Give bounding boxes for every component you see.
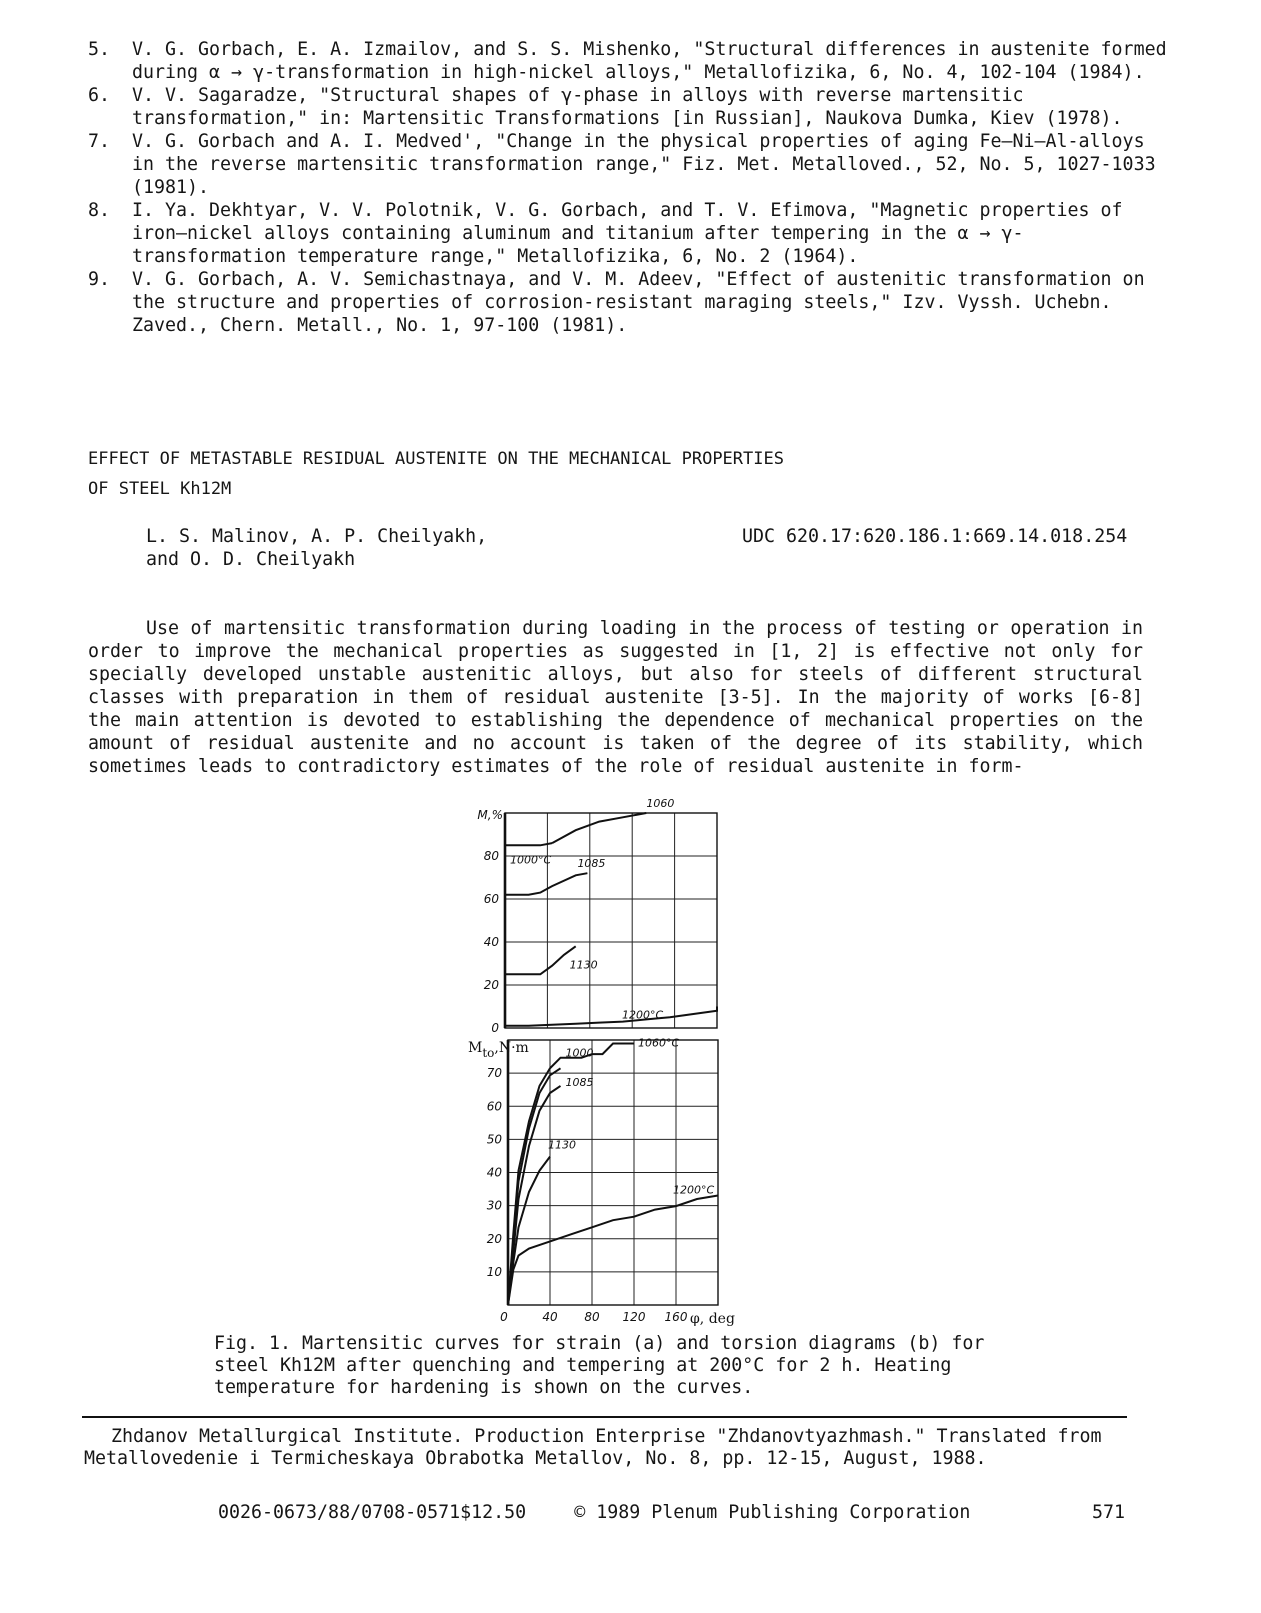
title-line: OF STEEL Kh12M	[88, 479, 232, 499]
y-tick-label: 60	[486, 1099, 502, 1114]
series-label: 1130	[548, 1138, 576, 1152]
y-tick-label: 30	[486, 1198, 502, 1213]
reference-item	[88, 199, 1168, 268]
y-tick-label: 40	[483, 935, 499, 949]
y-tick-label: 0	[491, 1021, 499, 1035]
page-number: 571	[1092, 1502, 1126, 1523]
reference-item	[88, 84, 1168, 130]
reference-text: V. G. Gorbach, A. V. Semichastnaya, and V. M. Adeev, "Effect of austenitic transformation on the structure and properties of corrosion-resistant maraging steels," Izv. Vyssh. Uchebn. Zaved., Chern. Metall., No. 1, 97-100 (1981).	[132, 269, 1145, 336]
reference-text: V. V. Sagaradze, "Structural shapes of γ-phase in alloys with reverse martensitic transformation," in: Martensitic Transformations [in Russian], Naukova Dumka, Kiev (1978).	[132, 85, 1123, 129]
y-tick-label: 20	[483, 978, 499, 992]
series-label: 1000°C	[510, 853, 552, 867]
series-label: 1085	[565, 1075, 594, 1089]
y-tick-label: 10	[486, 1264, 502, 1279]
reference-item	[88, 130, 1168, 199]
y-axis-label-unit: ,N·m	[494, 1040, 529, 1056]
article-title	[88, 444, 784, 504]
footnote-divider	[82, 1416, 1127, 1418]
series-line	[505, 946, 576, 974]
y-tick-label: 80	[483, 849, 499, 863]
y-tick-label: 70	[486, 1066, 502, 1081]
series-label: 1200°C	[622, 1008, 664, 1022]
article-authors	[146, 525, 487, 571]
reference-number: 6.	[88, 85, 111, 106]
reference-text: I. Ya. Dekhtyar, V. V. Polotnik, V. G. Gorbach, and T. V. Efimova, "Magnetic properties of iron—nickel alloys containing aluminum and titanium after tempering in the α → γ-transformation temperature range," Metallofizika, 6, No. 2 (1964).	[132, 200, 1123, 267]
x-tick-label: 160	[664, 1310, 688, 1324]
series-label: 1060	[646, 797, 675, 810]
y-axis-label: M,%	[477, 808, 503, 822]
reference-text: V. G. Gorbach and A. I. Medved', "Change in the physical properties of aging Fe—Ni—Al-alloys in the reverse martensitic transformation range," Fiz. Met. Metalloved., 52, No. 5, 1027-1033 (1981).	[132, 131, 1156, 198]
reference-number: 5.	[88, 39, 111, 60]
y-tick-label: 40	[486, 1165, 502, 1180]
chart-panel-b	[468, 1037, 735, 1327]
publication-code-line	[218, 1502, 970, 1523]
figure-1	[460, 797, 750, 1335]
udc-code: UDC 620.17:620.186.1:669.14.018.254	[742, 526, 1128, 547]
series-line	[505, 1007, 717, 1026]
x-tick-label: 80	[584, 1310, 600, 1324]
x-tick-label: 0	[500, 1310, 508, 1324]
series-label: 1085	[577, 857, 606, 871]
reference-number: 7.	[88, 131, 111, 152]
y-tick-label: 60	[483, 892, 499, 906]
x-axis-label: φ, deg	[690, 1311, 735, 1327]
series-label: 1000	[565, 1046, 594, 1060]
x-tick-label: 40	[542, 1310, 558, 1324]
series-label: 1060°C	[638, 1036, 680, 1050]
y-tick-label: 20	[486, 1231, 502, 1246]
chart-panel-a	[477, 797, 717, 1035]
reference-number: 8.	[88, 200, 111, 221]
title-line: EFFECT OF METASTABLE RESIDUAL AUSTENITE ON THE MECHANICAL PROPERTIES	[88, 449, 784, 469]
publication-code: 0026-0673/88/0708-0571$12.50	[218, 1502, 527, 1523]
series-line	[505, 873, 587, 895]
figure-caption: Fig. 1. Martensitic curves for strain (a) and torsion diagrams (b) for steel Kh12M after quenching and tempering at 200°C for 2 h. Heating temperature for hardening is shown on the curves.	[214, 1333, 985, 1398]
y-axis-label-sub: to	[482, 1046, 495, 1060]
affiliation-note: Zhdanov Metallurgical Institute. Production Enterprise "Zhdanovtyazhmash." Translated from Metallovedenie i Termicheskaya Obrabotka Metallov, No. 8, pp. 12-15, August, 1988.	[84, 1426, 1102, 1469]
y-axis-label	[468, 1040, 529, 1060]
authors-line: L. S. Malinov, A. P. Cheilyakh,	[146, 526, 488, 547]
reference-number: 9.	[88, 269, 111, 290]
series-label: 1200°C	[673, 1183, 715, 1197]
y-axis-label-main: M	[468, 1040, 483, 1056]
y-tick-label: 50	[486, 1132, 502, 1147]
reference-item	[88, 38, 1168, 84]
x-tick-label: 120	[622, 1310, 646, 1324]
reference-text: V. G. Gorbach, E. A. Izmailov, and S. S. Mishenko, "Structural differences in austenite formed during α → γ-transformation in high-nickel alloys," Metallofizika, 6, No. 4, 102-104 (1984).	[132, 39, 1167, 83]
reference-list	[88, 38, 1168, 337]
reference-item	[88, 268, 1168, 337]
body-paragraph: Use of martensitic transformation during loading in the process of testing or operation in order to improve the mechanical properties as suggested in [1, 2] is effective not only for specially developed unstable austenitic alloys, but also for steels of different structural classes with preparation in them of residual austenite [3-5]. In the majority of works [6-8] the main attention is devoted to establishing the dependence of mechanical properties on the amount of residual austenite and no account is taken of the degree of its stability, which sometimes leads to contradictory estimates of the role of residual austenite in form-	[88, 618, 1143, 777]
authors-line: and O. D. Cheilyakh	[146, 549, 356, 570]
figure-chart	[460, 797, 750, 1335]
series-line	[508, 1196, 718, 1306]
copyright-notice: © 1989 Plenum Publishing Corporation	[574, 1502, 971, 1523]
series-label: 1130	[569, 958, 598, 972]
series-line	[505, 843, 552, 845]
